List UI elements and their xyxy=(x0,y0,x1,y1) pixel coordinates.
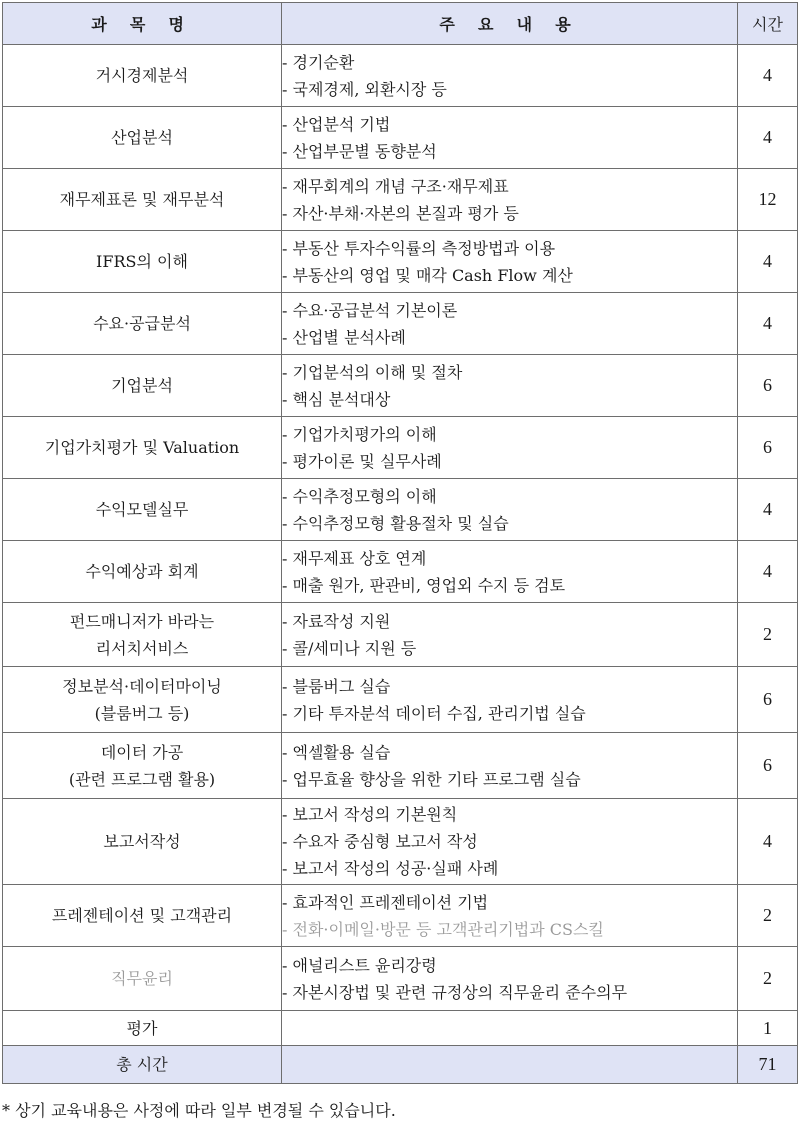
subject-line: (관련 프로그램 활용) xyxy=(68,769,216,789)
content-line: - 수요·공급분석 기본이론 xyxy=(282,300,458,320)
hours-cell: 6 xyxy=(738,355,798,417)
content-cell xyxy=(282,541,738,603)
footnote: * 상기 교육내용은 사정에 따라 일부 변경될 수 있습니다. xyxy=(2,1101,396,1120)
subject-line: 산업분석 xyxy=(111,128,173,147)
hours-cell: 4 xyxy=(738,479,798,541)
content-line: - 부동산 투자수익률의 측정방법과 이용 xyxy=(282,238,556,258)
header-row xyxy=(3,3,798,45)
subject-line: 보고서작성 xyxy=(103,832,181,851)
subject-cell xyxy=(3,169,282,231)
content-line: - 블룸버그 실습 xyxy=(282,676,391,696)
content-line: - 산업분석 기법 xyxy=(282,114,391,134)
table-row xyxy=(3,667,798,733)
header-hours: 시간 xyxy=(738,3,798,45)
content-cell xyxy=(282,799,738,885)
content-line: - 산업별 분석사례 xyxy=(282,327,406,347)
table-row xyxy=(3,603,798,667)
content-line: - 핵심 분석대상 xyxy=(282,389,391,409)
subject-cell xyxy=(3,667,282,733)
content-line: - 기업가치평가의 이해 xyxy=(282,424,437,444)
total-content xyxy=(282,1046,738,1084)
hours-cell: 4 xyxy=(738,107,798,169)
table-row xyxy=(3,799,798,885)
hours-cell: 4 xyxy=(738,231,798,293)
table-row xyxy=(3,169,798,231)
subject-line: 재무제표론 및 재무분석 xyxy=(59,190,225,209)
table-row xyxy=(3,355,798,417)
table-row xyxy=(3,733,798,799)
content-line: - 산업부문별 동향분석 xyxy=(282,141,437,161)
content-cell xyxy=(282,603,738,667)
subject-line: 기업분석 xyxy=(111,376,173,395)
table-row xyxy=(3,1011,798,1046)
content-line: - 전화·이메일·방문 등 고객관리기법과 CS스킬 xyxy=(282,919,604,939)
subject-cell xyxy=(3,355,282,417)
hours-cell: 6 xyxy=(738,733,798,799)
hours-cell: 4 xyxy=(738,799,798,885)
subject-cell xyxy=(3,733,282,799)
hours-cell: 4 xyxy=(738,541,798,603)
content-line: - 기업분석의 이해 및 절차 xyxy=(282,362,463,382)
content-line: - 수익추정모형의 이해 xyxy=(282,486,437,506)
content-cell xyxy=(282,169,738,231)
content-cell xyxy=(282,293,738,355)
subject-line: IFRS의 이해 xyxy=(96,252,188,271)
subject-line: 수요·공급분석 xyxy=(93,314,191,333)
total-label: 총 시간 xyxy=(3,1046,282,1084)
content-line: - 수요자 중심형 보고서 작성 xyxy=(282,832,478,851)
subject-line: 펀드매니저가 바라는 xyxy=(69,611,215,631)
content-cell xyxy=(282,355,738,417)
curriculum-table xyxy=(2,2,798,1084)
content-cell xyxy=(282,417,738,479)
table-row xyxy=(3,417,798,479)
table-row xyxy=(3,479,798,541)
subject-cell xyxy=(3,293,282,355)
content-cell xyxy=(282,107,738,169)
content-line: - 수익추정모형 활용절차 및 실습 xyxy=(282,513,509,533)
content-line: - 재무제표 상호 연계 xyxy=(282,548,427,568)
content-cell xyxy=(282,1011,738,1046)
hours-cell: 4 xyxy=(738,293,798,355)
hours-cell: 6 xyxy=(738,667,798,733)
content-line: - 보고서 작성의 기본원칙 xyxy=(282,805,458,824)
table-body xyxy=(3,45,798,1046)
table-row xyxy=(3,107,798,169)
content-line: - 매출 원가, 판관비, 영업외 수지 등 검토 xyxy=(282,575,566,595)
subject-cell xyxy=(3,603,282,667)
total-row xyxy=(3,1046,798,1084)
table-row xyxy=(3,45,798,107)
subject-cell xyxy=(3,417,282,479)
subject-line: 데이터 가공 xyxy=(100,742,184,762)
subject-cell xyxy=(3,45,282,107)
content-cell xyxy=(282,885,738,947)
subject-cell xyxy=(3,541,282,603)
hours-cell: 12 xyxy=(738,169,798,231)
content-line: - 재무회계의 개념 구조·재무제표 xyxy=(282,176,509,196)
subject-line: 수익모델실무 xyxy=(95,500,189,519)
subject-line: 정보분석·데이터마이닝 xyxy=(62,676,222,696)
content-line: - 자본시장법 및 관련 규정상의 직무윤리 준수의무 xyxy=(282,982,628,1002)
content-cell xyxy=(282,45,738,107)
subject-cell xyxy=(3,107,282,169)
subject-line: 프레젠테이션 및 고객관리 xyxy=(51,906,233,925)
subject-cell xyxy=(3,947,282,1011)
content-line: - 자료작성 지원 xyxy=(282,611,391,631)
content-line: - 국제경제, 외환시장 등 xyxy=(282,79,447,99)
subject-cell xyxy=(3,1011,282,1046)
content-cell xyxy=(282,733,738,799)
table-row xyxy=(3,885,798,947)
subject-cell xyxy=(3,479,282,541)
table-row xyxy=(3,947,798,1011)
subject-line: 수익예상과 회계 xyxy=(85,562,199,581)
table-row xyxy=(3,231,798,293)
hours-cell: 4 xyxy=(738,45,798,107)
subject-line: 리서치서비스 xyxy=(95,638,189,658)
subject-line: 기업가치평가 및 Valuation xyxy=(44,438,240,457)
subject-cell xyxy=(3,885,282,947)
content-cell xyxy=(282,479,738,541)
hours-cell: 2 xyxy=(738,947,798,1011)
header-content: 주 요 내 용 xyxy=(282,3,738,45)
subject-cell xyxy=(3,799,282,885)
hours-cell: 6 xyxy=(738,417,798,479)
subject-line: 거시경제분석 xyxy=(95,66,189,85)
content-line: - 경기순환 xyxy=(282,52,355,72)
content-line: - 엑셀활용 실습 xyxy=(282,742,391,762)
content-cell xyxy=(282,667,738,733)
subject-cell xyxy=(3,231,282,293)
content-line: - 부동산의 영업 및 매각 Cash Flow 계산 xyxy=(282,265,573,285)
content-line: - 보고서 작성의 성공·실패 사례 xyxy=(282,859,499,878)
content-cell xyxy=(282,231,738,293)
hours-cell: 2 xyxy=(738,603,798,667)
table-row xyxy=(3,293,798,355)
total-hours: 71 xyxy=(738,1046,798,1084)
subject-line: 평가 xyxy=(126,1018,158,1038)
content-cell xyxy=(282,947,738,1011)
table-row xyxy=(3,541,798,603)
content-line: - 자산·부채·자본의 본질과 평가 등 xyxy=(282,203,519,223)
content-line: - 콜/세미나 지원 등 xyxy=(282,638,417,658)
content-line: - 애널리스트 윤리강령 xyxy=(282,955,437,975)
hours-cell: 2 xyxy=(738,885,798,947)
subject-line: 직무윤리 xyxy=(111,969,173,988)
content-line: - 기타 투자분석 데이터 수집, 관리기법 실습 xyxy=(282,703,586,723)
content-line: - 업무효율 향상을 위한 기타 프로그램 실습 xyxy=(282,769,581,789)
subject-line: (블룸버그 등) xyxy=(94,703,190,723)
hours-cell: 1 xyxy=(738,1011,798,1046)
content-line: - 평가이론 및 실무사례 xyxy=(282,451,442,471)
content-line: - 효과적인 프레젠테이션 기법 xyxy=(282,892,489,912)
header-subject: 과 목 명 xyxy=(3,3,282,45)
